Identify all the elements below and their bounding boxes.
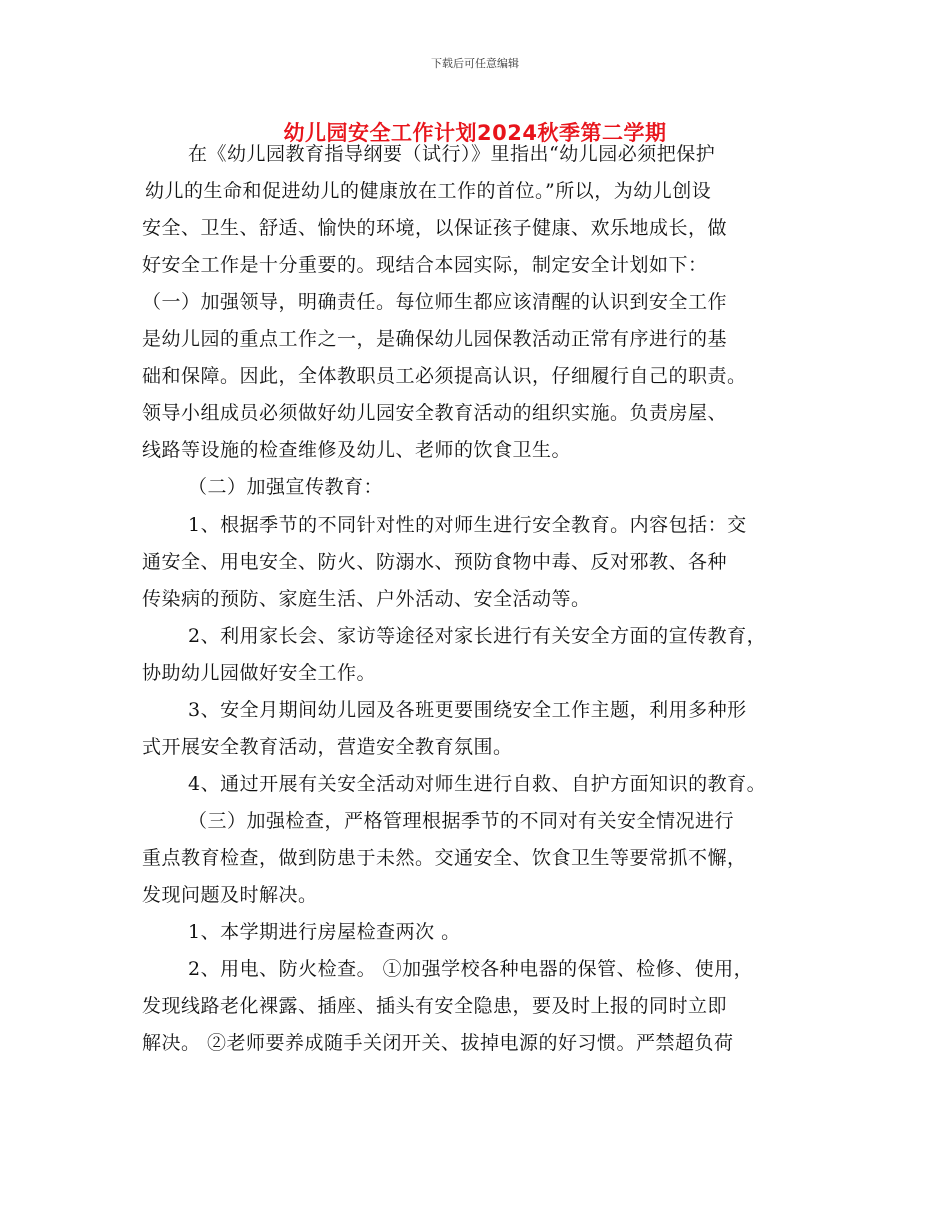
paragraph-line: 好安全工作是十分重要的。现结合本园实际，制定安全计划如下： (142, 254, 708, 276)
paragraph-line: 发现问题及时解决。 (142, 884, 318, 906)
paragraph-line: 1、本学期进行房屋检查两次 。 (188, 921, 461, 943)
paragraph-line: 是幼儿园的重点工作之一，是确保幼儿园保教活动正常有序进行的基 (142, 328, 728, 350)
paragraph-line: （一）加强领导，明确责任。每位师生都应该清醒的认识到安全工作 (142, 291, 728, 313)
paragraph-line: 3、安全月期间幼儿园及各班更要围绕安全工作主题，利用多种形 (188, 699, 747, 721)
paragraph-line: 幼儿的生命和促进幼儿的健康放在工作的首位。”所以，为幼儿创设 (145, 180, 712, 202)
paragraph-line: 线路等设施的检查维修及幼儿、老师的饮食卫生。 (142, 439, 572, 461)
paragraph-line: 式开展安全教育活动，营造安全教育氛围。 (142, 736, 513, 758)
paragraph-line: 发现线路老化裸露、插座、插头有安全隐患，要及时上报的同时立即 (142, 995, 728, 1017)
paragraph-line: 2、利用家长会、家访等途径对家长进行有关安全方面的宣传教育， (188, 625, 767, 647)
section-heading: （三）加强检查，严格管理根据季节的不同对有关安全情况进行 (188, 810, 735, 832)
paragraph-line: 础和保障。因此，全体教职员工必须提高认识，仔细履行自己的职责。 (142, 365, 747, 387)
paragraph-line: 传染病的预防、家庭生活、户外活动、安全活动等。 (142, 588, 591, 610)
paragraph-line: 在《幼儿园教育指导纲要（试行）》里指出“幼儿园必须把保护 (188, 143, 716, 165)
paragraph-line: 2、用电、防火检查。 ①加强学校各种电器的保管、检修、使用， (188, 958, 754, 980)
section-heading: （二）加强宣传教育： (188, 476, 384, 498)
paragraph-line: 通安全、用电安全、防火、防溺水、预防食物中毒、反对邪教、各种 (142, 551, 728, 573)
paragraph-line: 领导小组成员必须做好幼儿园安全教育活动的组织实施。负责房屋、 (142, 402, 728, 424)
paragraph-line: 4、通过开展有关安全活动对师生进行自救、自护方面知识的教育。 (188, 773, 767, 795)
paragraph-line: 协助幼儿园做好安全工作。 (142, 662, 377, 684)
document-title: 幼儿园安全工作计划2024秋季第二学期 (283, 121, 667, 145)
paragraph-line: 1、根据季节的不同针对性的对师生进行安全教育。内容包括：交 (188, 514, 747, 536)
paragraph-line: 重点教育检查，做到防患于未然。交通安全、饮食卫生等要常抓不懈， (142, 847, 747, 869)
page-header-note: 下载后可任意编辑 (431, 57, 519, 70)
paragraph-line: 安全、卫生、舒适、愉快的环境，以保证孩子健康、欢乐地成长，做 (142, 217, 728, 239)
paragraph-line: 解决。 ②老师要养成随手关闭开关、拔掉电源的好习惯。严禁超负荷 (142, 1032, 734, 1054)
